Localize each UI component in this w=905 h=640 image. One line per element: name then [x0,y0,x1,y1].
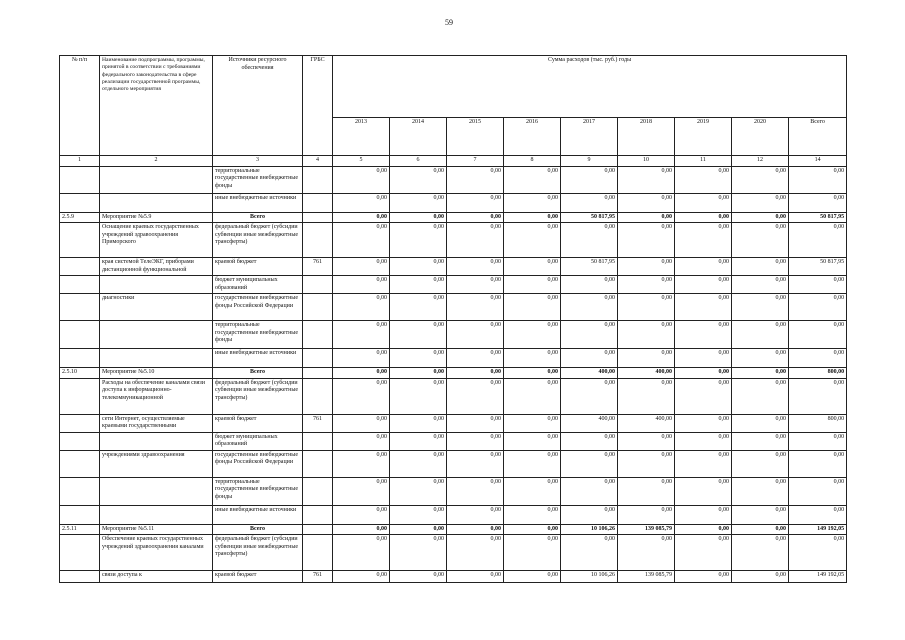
row-value: 0,00 [675,193,732,212]
row-grbs [303,276,333,294]
row-value: 0,00 [618,166,675,193]
row-value: 139 085,79 [618,524,675,535]
row-grbs: 761 [303,571,333,583]
row-value: 0,00 [618,450,675,477]
row-value: 0,00 [390,505,447,524]
row-value: 0,00 [561,378,618,414]
row-value: 400,00 [561,368,618,379]
row-value: 0,00 [447,571,504,583]
row-total-value: 149 192,05 [789,524,847,535]
row-value: 0,00 [390,321,447,349]
row-value: 0,00 [447,276,504,294]
row-value: 0,00 [675,571,732,583]
row-name: связи доступа к [100,571,213,583]
row-value: 0,00 [390,223,447,258]
row-value: 0,00 [732,524,789,535]
row-value: 0,00 [504,321,561,349]
row-value: 0,00 [675,432,732,450]
row-name: Оснащение краевых государственных учреждений здравоохранения Приморского [100,223,213,258]
row-value: 400,00 [618,414,675,432]
col-number: 6 [390,156,447,167]
row-value: 0,00 [447,368,504,379]
header-sum-title: Сумма расходов (тыс. руб.) годы [333,56,847,118]
header-year: 2013 [333,118,390,156]
row-value: 0,00 [333,571,390,583]
row-source: федеральный бюджет (субсидии субвенции иные межбюджетные трансферты) [213,378,303,414]
row-value: 0,00 [618,258,675,276]
table-row [60,378,847,414]
row-name: Мероприятие №5.10 [100,368,213,379]
row-name: Мероприятие №5.11 [100,524,213,535]
row-value: 0,00 [504,477,561,505]
row-value: 0,00 [333,276,390,294]
row-value: 0,00 [675,414,732,432]
row-value: 50 817,95 [561,212,618,223]
row-value: 0,00 [390,571,447,583]
col-number: 8 [504,156,561,167]
row-value: 0,00 [732,276,789,294]
table-row [60,223,847,258]
col-number: 7 [447,156,504,167]
row-value: 0,00 [447,223,504,258]
table-row [60,212,847,223]
row-value: 0,00 [561,477,618,505]
row-total-value: 800,00 [789,368,847,379]
table-row [60,368,847,379]
row-value: 0,00 [333,212,390,223]
row-value: 0,00 [561,276,618,294]
row-value: 0,00 [732,166,789,193]
row-value: 0,00 [504,223,561,258]
table-row [60,193,847,212]
table-row [60,276,847,294]
table-row [60,450,847,477]
row-value: 0,00 [618,294,675,321]
row-value: 0,00 [390,166,447,193]
table-row [60,535,847,571]
row-total-value: 50 817,95 [789,212,847,223]
row-value: 0,00 [504,378,561,414]
row-value: 0,00 [675,450,732,477]
row-name: Мероприятие №5.9 [100,212,213,223]
col-number: 11 [675,156,732,167]
row-value: 0,00 [333,432,390,450]
row-num [60,571,100,583]
row-total-value: 0,00 [789,193,847,212]
table-row [60,505,847,524]
row-value: 0,00 [504,349,561,368]
col-number: 9 [561,156,618,167]
row-value: 50 817,95 [561,258,618,276]
row-source: Всего [213,368,303,379]
row-value: 0,00 [732,223,789,258]
row-value: 0,00 [732,571,789,583]
row-total-value: 0,00 [789,166,847,193]
row-grbs [303,349,333,368]
row-value: 0,00 [390,535,447,571]
row-total-value: 0,00 [789,321,847,349]
row-value: 0,00 [390,276,447,294]
row-total-value: 800,00 [789,414,847,432]
row-name [100,193,213,212]
row-value: 0,00 [333,414,390,432]
row-source: территориальные государственные внебюджетные фонды [213,166,303,193]
row-total-value: 0,00 [789,378,847,414]
header-grbs: ГРБС [303,56,333,156]
row-source: краевой бюджет [213,571,303,583]
row-value: 0,00 [504,212,561,223]
row-num [60,166,100,193]
header-name: Наименование подпрограммы, программы, принятой в соответствии с требованиями федерального законодательства в сфере реализации государственной программы, отдельного мероприятия [100,56,213,156]
row-value: 0,00 [390,258,447,276]
row-value: 0,00 [561,432,618,450]
row-value: 0,00 [447,378,504,414]
row-value: 0,00 [675,378,732,414]
row-value: 0,00 [333,524,390,535]
row-value: 0,00 [447,450,504,477]
row-value: 0,00 [618,505,675,524]
row-name [100,505,213,524]
row-value: 0,00 [504,294,561,321]
row-source: федеральный бюджет (субсидии субвенции иные межбюджетные трансферты) [213,223,303,258]
row-value: 0,00 [561,294,618,321]
row-value: 0,00 [504,571,561,583]
table-row [60,349,847,368]
table-row [60,258,847,276]
table-row [60,294,847,321]
col-number: 3 [213,156,303,167]
row-value: 0,00 [447,535,504,571]
row-value: 0,00 [333,193,390,212]
row-source: иные внебюджетные источники [213,505,303,524]
row-grbs [303,378,333,414]
row-value: 0,00 [675,294,732,321]
row-total-value: 50 817,95 [789,258,847,276]
col-number: 2 [100,156,213,167]
row-value: 0,00 [333,223,390,258]
row-grbs [303,166,333,193]
row-value: 0,00 [390,524,447,535]
row-value: 0,00 [333,477,390,505]
table-row [60,524,847,535]
row-value: 0,00 [732,294,789,321]
row-value: 0,00 [732,535,789,571]
table-row [60,166,847,193]
row-value: 0,00 [333,535,390,571]
row-value: 0,00 [618,321,675,349]
row-num [60,414,100,432]
row-value: 0,00 [675,276,732,294]
col-number: 5 [333,156,390,167]
expenditure-table [59,55,847,583]
row-value: 0,00 [390,477,447,505]
row-num [60,432,100,450]
row-source: государственные внебюджетные фонды Российской Федерации [213,450,303,477]
row-value: 0,00 [732,368,789,379]
row-value: 0,00 [333,166,390,193]
row-value: 0,00 [504,166,561,193]
row-value: 0,00 [732,349,789,368]
row-value: 0,00 [447,432,504,450]
row-value: 139 085,79 [618,571,675,583]
row-value: 0,00 [675,258,732,276]
row-grbs: 761 [303,414,333,432]
col-number: 4 [303,156,333,167]
row-grbs [303,193,333,212]
row-value: 0,00 [561,349,618,368]
row-value: 0,00 [732,321,789,349]
row-source: иные внебюджетные источники [213,193,303,212]
row-value: 0,00 [675,535,732,571]
row-value: 0,00 [618,193,675,212]
row-value: 0,00 [447,505,504,524]
row-num [60,535,100,571]
row-name [100,432,213,450]
row-value: 0,00 [447,166,504,193]
row-value: 0,00 [618,378,675,414]
row-source: Всего [213,212,303,223]
row-num [60,276,100,294]
row-total-value: 0,00 [789,294,847,321]
row-name [100,166,213,193]
header-year: 2020 [732,118,789,156]
row-grbs: 761 [303,258,333,276]
row-source: территориальные государственные внебюджетные фонды [213,321,303,349]
row-value: 0,00 [504,193,561,212]
row-value: 0,00 [333,294,390,321]
row-value: 0,00 [333,349,390,368]
row-value: 0,00 [504,276,561,294]
row-value: 0,00 [561,321,618,349]
row-num: 2.5.10 [60,368,100,379]
row-value: 0,00 [504,505,561,524]
row-value: 0,00 [732,414,789,432]
row-num [60,258,100,276]
row-value: 0,00 [333,368,390,379]
row-num [60,321,100,349]
row-source: бюджет муниципальных образований [213,276,303,294]
table-row [60,432,847,450]
row-total-value: 0,00 [789,450,847,477]
row-name [100,276,213,294]
row-num [60,505,100,524]
row-value: 0,00 [675,505,732,524]
row-grbs [303,505,333,524]
row-value: 0,00 [390,212,447,223]
row-grbs [303,212,333,223]
row-value: 10 106,26 [561,524,618,535]
row-source: иные внебюджетные источники [213,349,303,368]
row-value: 0,00 [447,477,504,505]
row-value: 0,00 [504,368,561,379]
row-total-value: 0,00 [789,276,847,294]
row-value: 0,00 [447,349,504,368]
row-grbs [303,223,333,258]
row-total-value: 0,00 [789,432,847,450]
row-total-value: 0,00 [789,349,847,368]
row-num [60,450,100,477]
row-value: 0,00 [561,505,618,524]
col-number: 10 [618,156,675,167]
row-value: 0,00 [447,321,504,349]
row-value: 0,00 [561,535,618,571]
row-value: 0,00 [675,477,732,505]
row-value: 0,00 [447,524,504,535]
row-value: 0,00 [504,535,561,571]
row-value: 0,00 [732,432,789,450]
row-value: 0,00 [561,193,618,212]
row-value: 0,00 [561,166,618,193]
row-value: 0,00 [447,294,504,321]
row-value: 0,00 [333,505,390,524]
row-total-value: 149 192,05 [789,571,847,583]
row-value: 0,00 [447,414,504,432]
col-number: 1 [60,156,100,167]
row-value: 0,00 [447,212,504,223]
row-name: учреждениями здравоохранения [100,450,213,477]
row-grbs [303,450,333,477]
row-value: 0,00 [333,321,390,349]
row-source: государственные внебюджетные фонды Российской Федерации [213,294,303,321]
row-value: 0,00 [732,212,789,223]
row-value: 0,00 [390,378,447,414]
row-grbs [303,368,333,379]
table-row [60,477,847,505]
row-value: 0,00 [675,321,732,349]
header-num: № п/п [60,56,100,156]
header-year: 2014 [390,118,447,156]
row-total-value: 0,00 [789,505,847,524]
row-num [60,294,100,321]
row-grbs [303,321,333,349]
row-value: 0,00 [675,212,732,223]
row-name: диагностики [100,294,213,321]
row-num [60,349,100,368]
row-value: 0,00 [618,477,675,505]
row-value: 0,00 [333,258,390,276]
row-value: 0,00 [333,450,390,477]
row-value: 0,00 [732,477,789,505]
row-grbs [303,535,333,571]
row-value: 10 106,26 [561,571,618,583]
row-value: 0,00 [447,258,504,276]
row-value: 0,00 [675,349,732,368]
row-grbs [303,524,333,535]
row-name: края системой ТелеЭКГ, приборами дистанционной функциональной [100,258,213,276]
row-value: 0,00 [390,368,447,379]
row-value: 0,00 [504,258,561,276]
row-num [60,378,100,414]
row-grbs [303,432,333,450]
row-total-value: 0,00 [789,477,847,505]
row-total-value: 0,00 [789,223,847,258]
row-value: 0,00 [675,524,732,535]
row-value: 0,00 [732,505,789,524]
row-value: 0,00 [732,450,789,477]
row-value: 0,00 [675,223,732,258]
row-source: бюджет муниципальных образований [213,432,303,450]
row-value: 0,00 [732,193,789,212]
row-num [60,477,100,505]
row-value: 0,00 [561,450,618,477]
row-value: 0,00 [390,432,447,450]
header-year: 2017 [561,118,618,156]
header-year: 2018 [618,118,675,156]
header-total: Всего [789,118,847,156]
row-value: 0,00 [504,414,561,432]
table-row [60,414,847,432]
row-value: 0,00 [732,258,789,276]
row-value: 0,00 [390,193,447,212]
page-number: 59 [445,18,453,27]
row-num [60,223,100,258]
row-value: 0,00 [675,166,732,193]
row-name: Расходы на обеспечение каналами связи доступа к информационно-телекоммуникационной [100,378,213,414]
row-source: территориальные государственные внебюджетные фонды [213,477,303,505]
row-value: 0,00 [618,212,675,223]
row-value: 0,00 [618,432,675,450]
row-value: 0,00 [390,294,447,321]
row-value: 0,00 [618,276,675,294]
row-value: 0,00 [390,414,447,432]
row-num: 2.5.9 [60,212,100,223]
row-value: 0,00 [390,349,447,368]
row-name [100,477,213,505]
col-number: 14 [789,156,847,167]
row-value: 400,00 [618,368,675,379]
row-value: 0,00 [618,223,675,258]
row-name: Обеспечение краевых государственных учреждений здравоохранения каналами [100,535,213,571]
row-name [100,321,213,349]
header-source: Источники ресурсного обеспечения [213,56,303,156]
row-name [100,349,213,368]
row-grbs [303,477,333,505]
row-value: 0,00 [675,368,732,379]
row-value: 0,00 [333,378,390,414]
header-year: 2015 [447,118,504,156]
row-value: 0,00 [447,193,504,212]
header-year: 2016 [504,118,561,156]
table-row [60,571,847,583]
table-row [60,321,847,349]
row-source: краевой бюджет [213,414,303,432]
row-value: 400,00 [561,414,618,432]
row-value: 0,00 [732,378,789,414]
row-name: сети Интернет, осуществляемые краевыми государственными [100,414,213,432]
row-num: 2.5.11 [60,524,100,535]
row-value: 0,00 [504,524,561,535]
row-num [60,193,100,212]
row-grbs [303,294,333,321]
row-value: 0,00 [390,450,447,477]
row-value: 0,00 [504,432,561,450]
row-source: Всего [213,524,303,535]
row-source: федеральный бюджет (субсидии субвенции иные межбюджетные трансферты) [213,535,303,571]
row-value: 0,00 [618,349,675,368]
col-number: 12 [732,156,789,167]
row-value: 0,00 [504,450,561,477]
row-value: 0,00 [618,535,675,571]
row-value: 0,00 [561,223,618,258]
row-source: краевой бюджет [213,258,303,276]
header-year: 2019 [675,118,732,156]
row-total-value: 0,00 [789,535,847,571]
